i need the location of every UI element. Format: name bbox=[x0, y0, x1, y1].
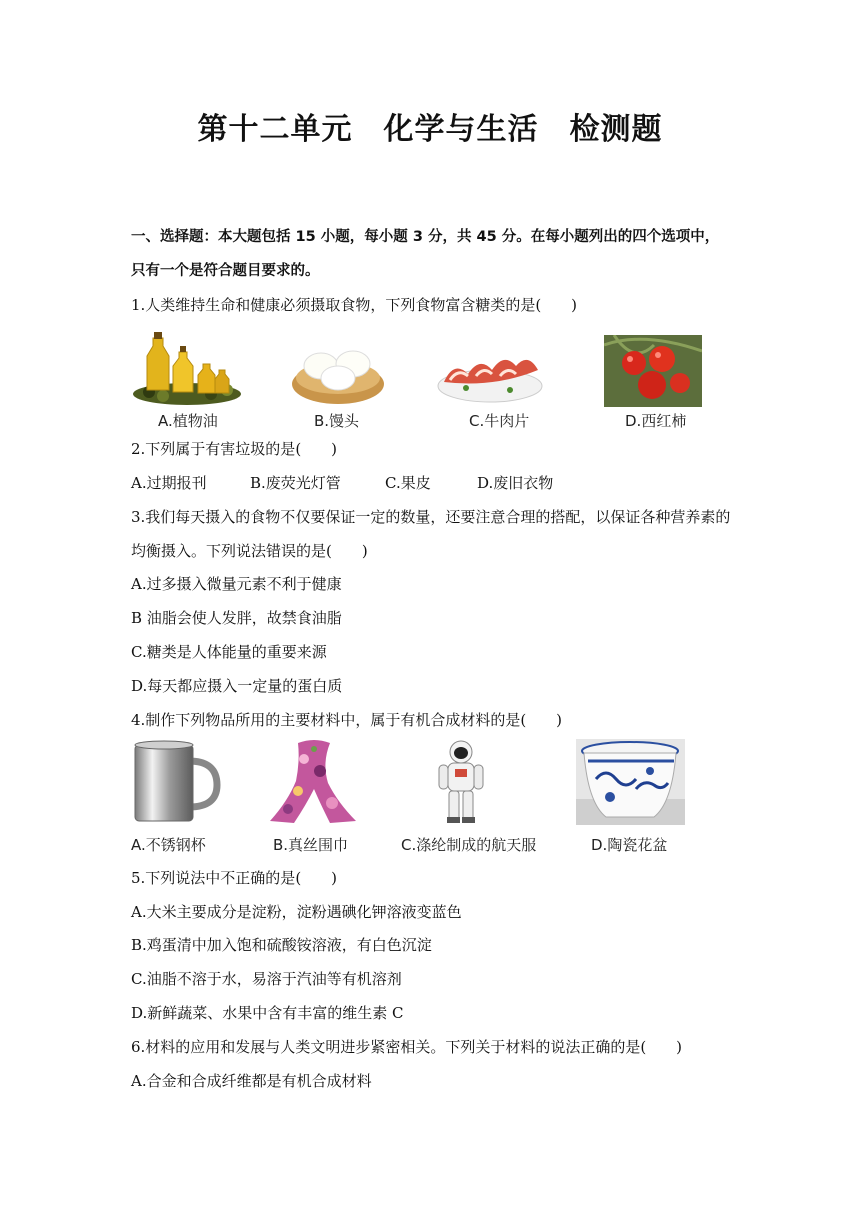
olive-oil-icon bbox=[131, 330, 243, 406]
q3-option-c: C.糖类是人体能量的重要来源 bbox=[131, 643, 327, 661]
q3-option-a: A.过多摄入微量元素不利于健康 bbox=[131, 575, 342, 593]
q5-option-c: C.油脂不溶于水，易溶于汽油等有机溶剂 bbox=[131, 970, 402, 988]
q2-option-a: A.过期报刊 bbox=[131, 474, 207, 492]
question-6-stem: 6.材料的应用和发展与人类文明进步紧密相关。下列关于材料的说法正确的是( ) bbox=[131, 1038, 683, 1056]
spacesuit-icon bbox=[436, 739, 486, 825]
beef-slices-icon bbox=[436, 342, 544, 406]
q3-option-b: B 油脂会使人发胖，故禁食油脂 bbox=[131, 609, 342, 627]
q2-option-b: B.废荧光灯管 bbox=[250, 474, 341, 492]
page-title: 第十二单元 化学与生活 检测题 bbox=[197, 112, 663, 147]
question-1-stem: 1.人类维持生命和健康必须摄取食物，下列食物富含糖类的是( ) bbox=[131, 296, 578, 314]
q2-option-d: D.废旧衣物 bbox=[477, 474, 554, 492]
q4-option-a: A.不锈钢杯 bbox=[131, 836, 206, 854]
steel-cup-icon bbox=[131, 739, 221, 825]
q5-option-d: D.新鲜蔬菜、水果中含有丰富的维生素 C bbox=[131, 1004, 404, 1022]
question-3-stem-line1: 3.我们每天摄入的食物不仅要保证一定的数量，还要注意合理的搭配，以保证各种营养素的 bbox=[131, 508, 731, 526]
q1-option-a: A.植物油 bbox=[158, 412, 218, 430]
steamed-bun-icon bbox=[291, 336, 385, 406]
q2-option-c: C.果皮 bbox=[385, 474, 431, 492]
question-3-stem-line2: 均衡摄入。下列说法错误的是( ) bbox=[131, 542, 368, 560]
q4-option-c: C.涤纶制成的航天服 bbox=[401, 836, 537, 854]
porcelain-pot-icon bbox=[576, 739, 685, 825]
q4-option-b: B.真丝围巾 bbox=[273, 836, 349, 854]
q1-option-b: B.馒头 bbox=[314, 412, 360, 430]
q5-option-a: A.大米主要成分是淀粉，淀粉遇碘化钾溶液变蓝色 bbox=[131, 903, 462, 921]
q4-option-d: D.陶瓷花盆 bbox=[591, 836, 668, 854]
section-heading-line2: 只有一个是符合题目要求的。 bbox=[131, 263, 320, 279]
q5-option-b: B.鸡蛋清中加入饱和硫酸铵溶液，有白色沉淀 bbox=[131, 936, 432, 954]
q6-option-a: A.合金和合成纤维都是有机合成材料 bbox=[131, 1072, 372, 1090]
question-5-stem: 5.下列说法中不正确的是( ) bbox=[131, 869, 338, 887]
silk-scarf-icon bbox=[268, 739, 360, 825]
q3-option-d: D.每天都应摄入一定量的蛋白质 bbox=[131, 677, 343, 695]
section-heading-line1: 一、选择题：本大题包括 15 小题，每小题 3 分，共 45 分。在每小题列出的四个选项中， bbox=[131, 229, 720, 245]
q1-option-d: D.西红柿 bbox=[625, 412, 687, 430]
tomato-icon bbox=[604, 335, 702, 407]
question-2-stem: 2.下列属于有害垃圾的是( ) bbox=[131, 440, 338, 458]
question-4-stem: 4.制作下列物品所用的主要材料中，属于有机合成材料的是( ) bbox=[131, 711, 563, 729]
q1-option-c: C.牛肉片 bbox=[469, 412, 530, 430]
